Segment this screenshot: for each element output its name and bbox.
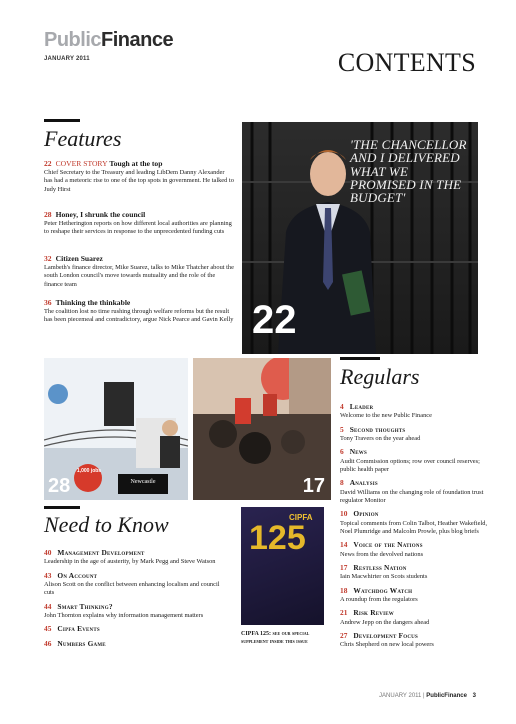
regular-item[interactable]: 5 Second thoughts Tony Travers on the year ahead — [340, 424, 421, 442]
ntk-item[interactable]: 46 Numbers Game — [44, 638, 106, 648]
regular-item[interactable]: 18 Watchdog Watch A roundup from the regulators — [340, 585, 418, 603]
masthead-logo — [44, 30, 173, 50]
features-title: Features — [44, 126, 122, 151]
feature-item[interactable]: 32 Citizen Suarez Lambeth's finance director, Mike Suarez, talks to Mike Thatcher about the south London council's move towards mutuality and the role of the finance team — [44, 254, 234, 288]
regular-item[interactable]: 27 Development Focus Chris Shepherd on new local powers — [340, 630, 434, 649]
council-photo[interactable] — [44, 358, 188, 500]
ntk-item[interactable]: 43 On Account Alison Scott on the conflict between enhancing localism and council cuts — [44, 570, 220, 597]
regular-item[interactable]: 6 News Audit Commission options; row over council reserves; public health paper — [340, 447, 480, 473]
regular-item[interactable]: 14 Voice of the Nations News from the devolved nations — [340, 540, 424, 558]
regulars-title: Regulars — [340, 364, 420, 389]
feature-item[interactable]: 36 Thinking the thinkable The coalition lost no time rushing through welfare reforms but the result has been piecemeal and contradictory, argue Nick Pearce and Gavin Kelly — [44, 298, 234, 324]
feature-item[interactable]: 28 Honey, I shrunk the council Peter Hetherington reports on how different local authorities are planning to reshape their services in response to the unprecedented funding cuts — [44, 210, 232, 236]
ntk-item[interactable]: 40 Management Development Leadership in the age of austerity, by Mark Pegg and Steve Watson — [44, 548, 216, 566]
cover-page-number: 22 — [252, 298, 297, 342]
protest-photo[interactable] — [193, 358, 331, 500]
feature-item[interactable]: 22 COVER STORY Tough at the top Chief Secretary to the Treasury and leading LibDem Danny Alexander has had a meteoric rise to one of the top spots in government. He talked to Judy Hirst — [44, 159, 234, 193]
issue-date: JANUARY 2011 — [44, 56, 90, 62]
regular-item[interactable]: 4 Leader Welcome to the new Public Finance — [340, 402, 432, 420]
protest-page-number: 17 — [302, 475, 325, 497]
regular-item[interactable]: 8 Analysis David Williams on the changing role of foundation trust regulator Monitor — [340, 478, 484, 504]
cipfa-125-number: 125 — [249, 519, 306, 557]
brand-public: Public — [44, 29, 102, 51]
features-rule — [44, 119, 80, 122]
supplement-cover[interactable] — [241, 507, 324, 625]
page-title: CONTENTS — [337, 48, 476, 77]
ntk-rule — [44, 506, 80, 509]
regular-item[interactable]: 10 Opinion Topical comments from Colin Talbot, Heather Wakefield, Noel Plumridge and Malcolm Prowle, plus blog briefs — [340, 509, 488, 535]
ntk-list — [44, 548, 229, 649]
council-page-number: 28 — [48, 475, 71, 497]
jobs-badge: 1,000 jobs — [76, 468, 102, 474]
regular-item[interactable]: 17 Restless Nation Iain Macwhirter on Scots students — [340, 562, 428, 581]
regulars-rule — [340, 357, 380, 360]
cipfa-logo: CIPFA — [289, 513, 313, 522]
supplement-caption: CIPFA 125: see our special supplement inside this issue — [241, 631, 310, 645]
regular-item[interactable]: 21 Risk Review Andrew Jepp on the dangers ahead — [340, 608, 430, 626]
brand-finance: Finance — [101, 29, 174, 51]
regulars-list — [340, 402, 490, 650]
newcastle-sign: Newcastle — [130, 479, 156, 485]
ntk-title: Need to Know — [44, 512, 169, 537]
ntk-item[interactable]: 45 Cipfa Events — [44, 624, 100, 634]
page-footer: JANUARY 2011 | PublicFinance 3 — [379, 693, 476, 699]
ntk-item[interactable]: 44 Smart Thinking? John Thornton explains why information management matters — [44, 601, 204, 619]
cover-quote: 'THE CHANCELLOR AND I DELIVERED WHAT WE PROMISED IN THE BUDGET' — [350, 137, 467, 205]
